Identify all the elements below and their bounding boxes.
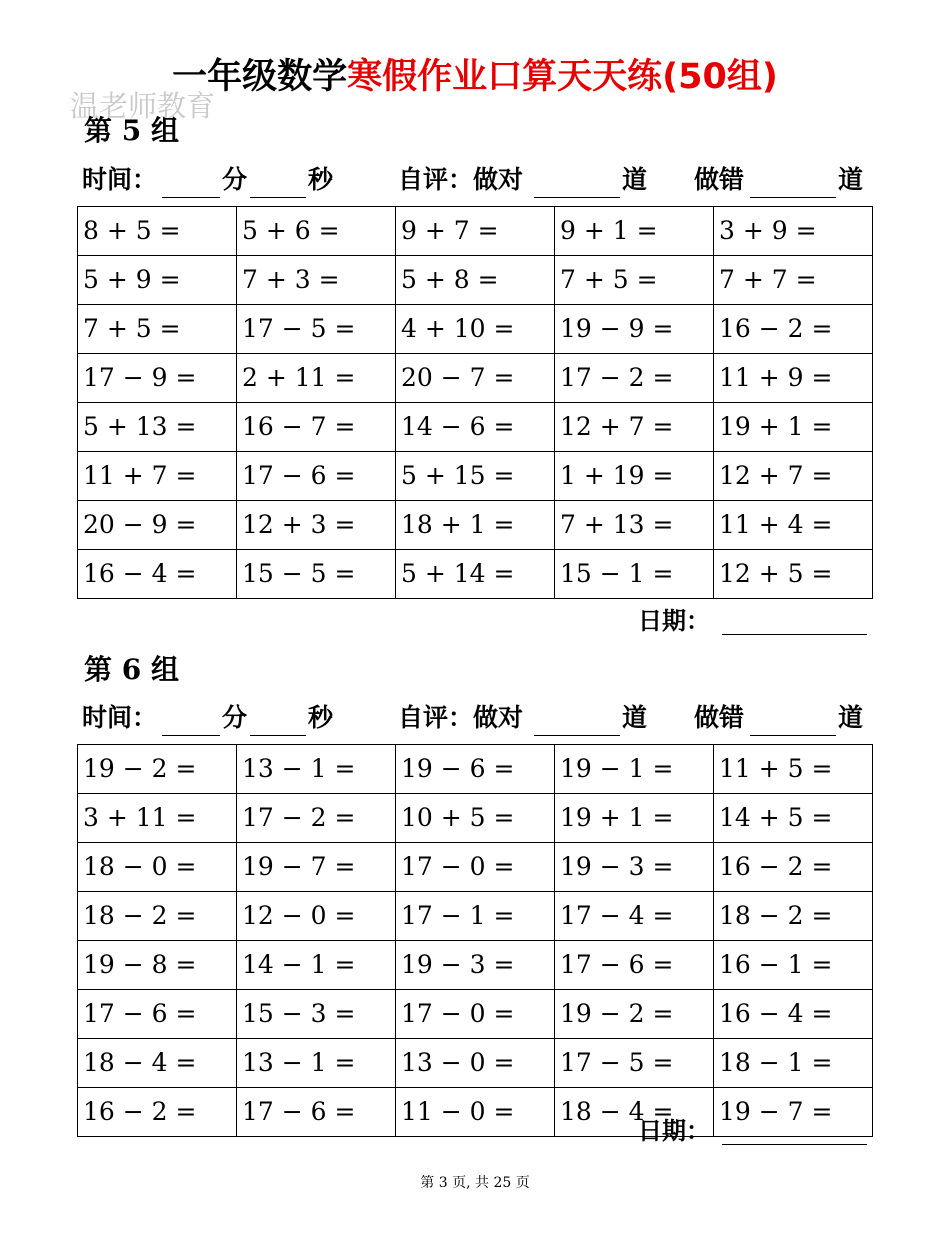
problem-cell[interactable]: 16 − 2 =: [78, 1088, 237, 1137]
problem-cell[interactable]: 12 + 5 =: [714, 550, 873, 599]
problem-cell[interactable]: 15 − 5 =: [237, 550, 396, 599]
problem-cell[interactable]: 3 + 9 =: [714, 207, 873, 256]
table-row: [78, 305, 873, 354]
problem-cell[interactable]: 9 + 7 =: [396, 207, 555, 256]
problem-cell[interactable]: 17 − 6 =: [237, 452, 396, 501]
problem-cell[interactable]: 18 − 4 =: [555, 1088, 714, 1137]
problem-cell[interactable]: 15 − 1 =: [555, 550, 714, 599]
problem-cell[interactable]: 17 − 2 =: [237, 794, 396, 843]
wrong-blank[interactable]: [750, 700, 836, 736]
problem-cell[interactable]: 18 − 4 =: [78, 1039, 237, 1088]
minute-label: 分: [222, 165, 248, 194]
problem-cell[interactable]: 19 + 1 =: [714, 403, 873, 452]
problem-cell[interactable]: 19 − 9 =: [555, 305, 714, 354]
dao-label: 道: [838, 165, 864, 194]
table-row: [78, 501, 873, 550]
problem-cell[interactable]: 18 − 2 =: [714, 892, 873, 941]
problem-cell[interactable]: 13 − 1 =: [237, 1039, 396, 1088]
problem-table: [77, 744, 873, 1137]
problem-cell[interactable]: 19 − 3 =: [396, 941, 555, 990]
problem-cell[interactable]: 7 + 13 =: [555, 501, 714, 550]
minute-label: 分: [222, 703, 248, 732]
date-blank[interactable]: [722, 1144, 867, 1145]
problem-cell[interactable]: 5 + 6 =: [237, 207, 396, 256]
problem-cell[interactable]: 17 − 0 =: [396, 990, 555, 1039]
table-row: [78, 843, 873, 892]
problem-cell[interactable]: 13 − 1 =: [237, 745, 396, 794]
minute-blank[interactable]: [162, 162, 220, 198]
date-row: [638, 1114, 870, 1148]
problem-cell[interactable]: 5 + 14 =: [396, 550, 555, 599]
table-row: [78, 207, 873, 256]
watermark: 温老师教育: [70, 89, 216, 123]
title-red-part: 寒假作业口算天天练(50组): [347, 57, 778, 97]
problem-cell[interactable]: 14 − 6 =: [396, 403, 555, 452]
info-row: [82, 162, 872, 198]
dao-label: 道: [622, 703, 648, 732]
problem-cell[interactable]: 11 + 7 =: [78, 452, 237, 501]
problem-cell[interactable]: 9 + 1 =: [555, 207, 714, 256]
date-row: [638, 604, 870, 638]
correct-blank[interactable]: [534, 162, 620, 198]
problem-cell[interactable]: 19 + 1 =: [555, 794, 714, 843]
problem-cell[interactable]: 10 + 5 =: [396, 794, 555, 843]
problem-cell[interactable]: 5 + 9 =: [78, 256, 237, 305]
problem-cell[interactable]: 17 − 6 =: [555, 941, 714, 990]
problem-cell[interactable]: 19 − 7 =: [714, 1088, 873, 1137]
problem-cell[interactable]: 18 − 2 =: [78, 892, 237, 941]
wrong-blank[interactable]: [750, 162, 836, 198]
problem-cell[interactable]: 2 + 11 =: [237, 354, 396, 403]
problem-cell[interactable]: 17 − 9 =: [78, 354, 237, 403]
problem-cell[interactable]: 11 + 5 =: [714, 745, 873, 794]
second-blank[interactable]: [250, 162, 306, 198]
problem-cell[interactable]: 12 + 7 =: [714, 452, 873, 501]
problem-cell[interactable]: 7 + 5 =: [555, 256, 714, 305]
table-row: [78, 403, 873, 452]
problem-cell[interactable]: 19 − 6 =: [396, 745, 555, 794]
problem-cell[interactable]: 5 + 8 =: [396, 256, 555, 305]
problem-cell[interactable]: 16 − 4 =: [78, 550, 237, 599]
table-row: [78, 794, 873, 843]
problem-cell[interactable]: 19 − 8 =: [78, 941, 237, 990]
self-eval-label: 自评：做对: [398, 703, 524, 732]
title-black-part: 一年级数学: [172, 57, 348, 97]
table-row: [78, 256, 873, 305]
problem-cell[interactable]: 3 + 11 =: [78, 794, 237, 843]
table-row: [78, 745, 873, 794]
second-label: 秒: [308, 165, 334, 194]
problem-cell[interactable]: 7 + 3 =: [237, 256, 396, 305]
problem-cell[interactable]: 12 + 7 =: [555, 403, 714, 452]
minute-blank[interactable]: [162, 700, 220, 736]
self-eval-label: 自评：做对: [398, 165, 524, 194]
page-footer: 第 3 页, 共 25 页: [420, 1175, 530, 1191]
problem-cell[interactable]: 19 − 1 =: [555, 745, 714, 794]
info-row: [82, 700, 872, 736]
group-label: 第 6 组: [84, 653, 179, 686]
problem-cell[interactable]: 17 − 2 =: [555, 354, 714, 403]
table-row: [78, 550, 873, 599]
second-label: 秒: [308, 703, 334, 732]
date-label: 日期：: [638, 607, 710, 635]
problem-cell[interactable]: 8 + 5 =: [78, 207, 237, 256]
correct-blank[interactable]: [534, 700, 620, 736]
problem-cell[interactable]: 17 − 5 =: [555, 1039, 714, 1088]
problem-cell[interactable]: 13 − 0 =: [396, 1039, 555, 1088]
problem-cell[interactable]: 17 − 4 =: [555, 892, 714, 941]
problem-cell[interactable]: 16 − 2 =: [714, 843, 873, 892]
dao-label: 道: [838, 703, 864, 732]
problem-cell[interactable]: 18 − 1 =: [714, 1039, 873, 1088]
table-row: [78, 941, 873, 990]
problem-cell[interactable]: 20 − 9 =: [78, 501, 237, 550]
problem-cell[interactable]: 12 + 3 =: [237, 501, 396, 550]
problem-cell[interactable]: 11 − 0 =: [396, 1088, 555, 1137]
table-row: [78, 452, 873, 501]
dao-label: 道: [622, 165, 648, 194]
problem-cell[interactable]: 14 − 1 =: [237, 941, 396, 990]
group-label: 第 5 组: [84, 114, 179, 147]
problem-cell[interactable]: 15 − 3 =: [237, 990, 396, 1039]
problem-cell[interactable]: 16 − 7 =: [237, 403, 396, 452]
wrong-label: 做错: [694, 703, 745, 732]
problem-cell[interactable]: 18 + 1 =: [396, 501, 555, 550]
problem-cell[interactable]: 16 − 4 =: [714, 990, 873, 1039]
problem-cell[interactable]: 17 − 0 =: [396, 843, 555, 892]
problem-cell[interactable]: 18 − 0 =: [78, 843, 237, 892]
second-blank[interactable]: [250, 700, 306, 736]
problem-cell[interactable]: 19 − 7 =: [237, 843, 396, 892]
problem-cell[interactable]: 12 − 0 =: [237, 892, 396, 941]
wrong-label: 做错: [694, 165, 745, 194]
problem-cell[interactable]: 16 − 2 =: [714, 305, 873, 354]
problem-cell[interactable]: 19 − 3 =: [555, 843, 714, 892]
problem-cell[interactable]: 11 + 9 =: [714, 354, 873, 403]
problem-cell[interactable]: 4 + 10 =: [396, 305, 555, 354]
problem-cell[interactable]: 11 + 4 =: [714, 501, 873, 550]
problem-cell[interactable]: 16 − 1 =: [714, 941, 873, 990]
problem-cell[interactable]: 5 + 13 =: [78, 403, 237, 452]
date-label: 日期：: [638, 1117, 710, 1145]
problem-cell[interactable]: 1 + 19 =: [555, 452, 714, 501]
table-row: [78, 354, 873, 403]
problem-cell[interactable]: 17 − 5 =: [237, 305, 396, 354]
table-row: [78, 990, 873, 1039]
problem-table: [77, 206, 873, 599]
problem-cell[interactable]: 17 − 6 =: [78, 990, 237, 1039]
problem-cell[interactable]: 17 − 6 =: [237, 1088, 396, 1137]
table-row: [78, 892, 873, 941]
problem-cell[interactable]: 20 − 7 =: [396, 354, 555, 403]
problem-cell[interactable]: 7 + 7 =: [714, 256, 873, 305]
problem-cell[interactable]: 19 − 2 =: [78, 745, 237, 794]
problem-cell[interactable]: 17 − 1 =: [396, 892, 555, 941]
problem-cell[interactable]: 14 + 5 =: [714, 794, 873, 843]
time-label: 时间：: [82, 703, 158, 732]
time-label: 时间：: [82, 165, 158, 194]
problem-cell[interactable]: 19 − 2 =: [555, 990, 714, 1039]
date-blank[interactable]: [722, 634, 867, 635]
problem-cell[interactable]: 5 + 15 =: [396, 452, 555, 501]
problem-cell[interactable]: 7 + 5 =: [78, 305, 237, 354]
table-row: [78, 1039, 873, 1088]
